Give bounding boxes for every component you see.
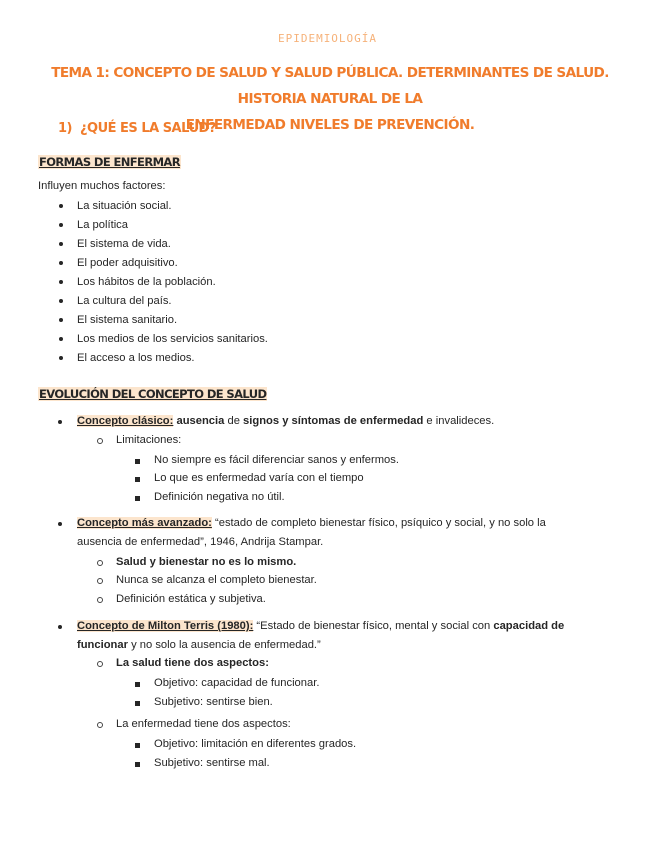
list-item: La política — [0, 216, 268, 235]
section-number: 1) — [58, 121, 72, 136]
section-heading — [58, 121, 216, 136]
list-item: El acceso a los medios. — [0, 349, 268, 368]
list-item: Nunca se alcanza el completo bienestar. — [116, 574, 317, 586]
list-item: Objetivo: limitación en diferentes grados. — [154, 738, 357, 750]
title-line-1: TEMA 1: CONCEPTO DE SALUD Y SALUD PÚBLICA. DETERMINANTES DE SALUD. HISTORIA NATURAL DE LA — [51, 65, 609, 107]
list-item: Salud y bienestar no es lo mismo. — [116, 556, 297, 568]
concepto-terris-label: Concepto de Milton Terris (1980): — [77, 620, 254, 632]
list-item: La situación social. — [0, 197, 268, 216]
list-item: El sistema de vida. — [0, 235, 268, 254]
list-item: El sistema sanitario. — [0, 311, 268, 330]
formas-intro: Influyen muchos factores: — [38, 180, 166, 192]
concepto-clasico-label: Concepto clásico: — [77, 415, 174, 427]
list-item: No siempre es fácil diferenciar sanos y enfermos. — [154, 454, 399, 466]
factor-list — [0, 197, 268, 368]
subject-header: EPIDEMIOLOGÍA — [277, 32, 378, 45]
concepto-terris-cont: funcionar y no solo la ausencia de enfermedad.” — [77, 639, 321, 651]
concepto-clasico: Concepto clásico: ausencia de signos y síntomas de enfermedad e invalideces. — [77, 415, 495, 427]
evolucion-heading: EVOLUCIÓN DEL CONCEPTO DE SALUD — [39, 387, 267, 401]
salud-aspectos: La salud tiene dos aspectos: — [116, 657, 269, 669]
concepto-avanzado-label: Concepto más avanzado: — [77, 517, 212, 529]
enfermedad-aspectos: La enfermedad tiene dos aspectos: — [116, 718, 291, 730]
concepto-terris: Concepto de Milton Terris (1980): “Estado de bienestar físico, mental y social con capacidad de — [77, 620, 565, 632]
list-item: La cultura del país. — [0, 292, 268, 311]
list-item: Definición estática y subjetiva. — [116, 593, 266, 605]
list-item: Objetivo: capacidad de funcionar. — [154, 677, 320, 689]
list-item: Los hábitos de la población. — [0, 273, 268, 292]
formas-heading: FORMAS DE ENFERMAR — [39, 155, 180, 169]
list-item: Lo que es enfermedad varía con el tiempo — [154, 472, 364, 484]
concepto-avanzado-cont: ausencia de enfermedad”, 1946, Andrija Stampar. — [77, 536, 324, 548]
title-line-2: ENFERMEDAD NIVELES DE PREVENCIÓN. — [185, 117, 475, 133]
list-item: El poder adquisitivo. — [0, 254, 268, 273]
list-item: Definición negativa no útil. — [154, 491, 285, 503]
concepto-avanzado: Concepto más avanzado: “estado de completo bienestar físico, psíquico y social, y no solo la — [77, 517, 546, 529]
list-item: Los medios de los servicios sanitarios. — [0, 330, 268, 349]
list-item: Subjetivo: sentirse mal. — [154, 757, 270, 769]
limitaciones-item: Limitaciones: — [116, 434, 182, 446]
section-title: ¿QUÉ ES LA SALUD? — [80, 121, 216, 136]
list-item: Subjetivo: sentirse bien. — [154, 696, 273, 708]
